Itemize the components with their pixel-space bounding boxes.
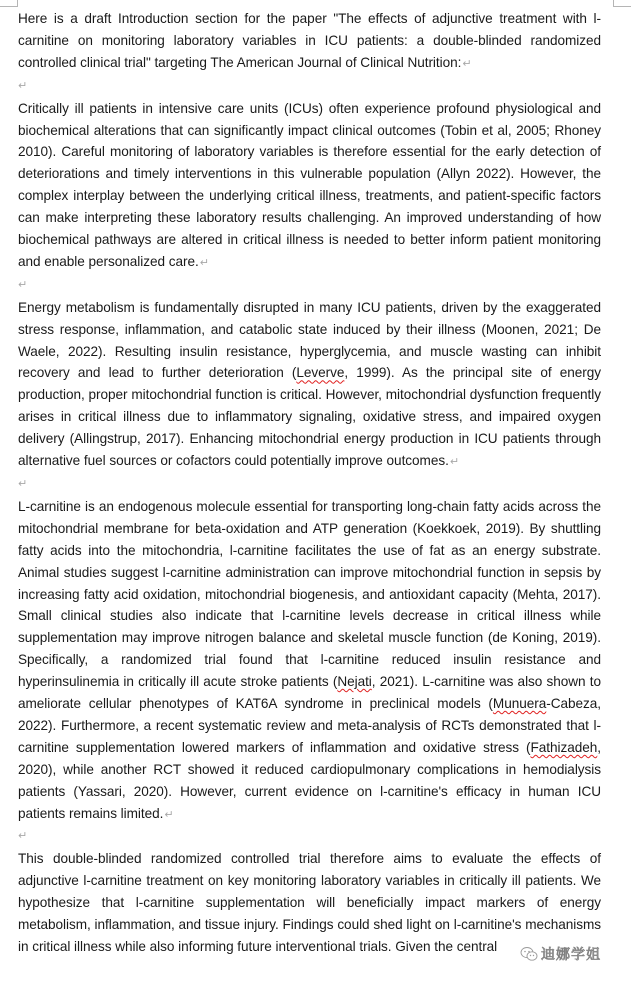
wechat-icon <box>520 946 538 962</box>
paragraph-text: Energy metabolism is fundamentally disrupted in many ICU patients, driven by the exaggerated stress response, inflammation, and catabolic state induced by their illness (Moonen, 2021; De Waele, 2022). Resulting insulin resistance, hyperglycemia, and muscle wasting can inhibit recovery and lead to further deterioration ( <box>18 299 601 381</box>
spellcheck-flagged-word[interactable]: Fathizadeh <box>530 739 598 755</box>
spellcheck-flagged-word[interactable]: Leverve <box>296 365 345 381</box>
paragraph-energy-metabolism[interactable] <box>18 297 601 474</box>
empty-paragraph[interactable] <box>18 275 601 297</box>
paragraph-text: , 1999). As the principal site of energy production, proper mitochondrial function is critical. However, mitochondrial dysfunction frequently arises in critical illness due to inflammatory signaling, oxidative stress, and impaired oxygen delivery (Allingstrup, 2017). Enhancing mitochondrial energy production in ICU patients through alternative fuel sources or cofactors could potentially improve outcomes. <box>18 365 601 469</box>
page-corner-mark-top-right <box>613 0 631 7</box>
paragraph-mark-icon: ↵ <box>18 278 28 291</box>
paragraph-text: This double-blinded randomized controlled trial therefore aims to evaluate the effects of adjunctive l-carnitine treatment on key monitoring laboratory variables in critically ill patients. We hypothesize that l-carnitine supplementation will beneficially impact markers of energy metabolism, inflammation, and tissue injury. Findings could shed light on l-carnitine's mechanisms in critical illness while also informing future interventional trials. Given the central <box>18 851 601 954</box>
paragraph-mark-icon: ↵ <box>18 478 28 490</box>
paragraph-mark-icon: ↵ <box>164 808 174 821</box>
spellcheck-flagged-word[interactable]: Nejati <box>337 674 372 690</box>
empty-paragraph[interactable] <box>18 76 601 98</box>
paragraph-text: -Cabeza, 2022). Furthermore, a recent systematic review and meta-analysis of RCTs demonstrated that l-carnitine supplementation lowered markers of inflammation and oxidative stress ( <box>18 696 601 755</box>
paragraph-intro-note[interactable] <box>18 8 601 76</box>
watermark <box>520 944 601 964</box>
paragraph-text: Critically ill patients in intensive care units (ICUs) often experience profound physiological and biochemical alterations that can significantly impact clinical outcomes (Tobin et al, 2005; Rhoney 2010). Careful monitoring of laboratory variables is therefore essential for the early detection of deteriorations and timely interventions in this vulnerable population (Allyn 2022). However, the complex interplay between the underlying critical illness, treatments, and patient-specific factors can make interpreting these laboratory results challenging. An improved understanding of how biochemical pathways are altered in critical illness is needed to better inform patient monitoring and enable personalized care. <box>18 100 601 269</box>
paragraph-text: L-carnitine is an endogenous molecule essential for transporting long-chain fatty acids across the mitochondrial membrane for beta-oxidation and ATP generation (Koekkoek, 2019). By shuttling fatty acids into the mitochondria, l-carnitine facilitates the use of fat as an energy substrate. Animal studies suggest l-carnitine administration can improve mitochondrial function in sepsis by increasing fatty acid oxidation, mitochondrial biogenesis, and antioxidant capacity (Mehta, 2017). Small clinical studies also indicate that l-carnitine levels decrease in critical illness while supplementation may improve nitrogen balance and skeletal muscle function (de Koning, 2019). Specifically, a randomized trial found that l-carnitine reduced insulin resistance and hyperinsulinemia in critically ill acute stroke patients ( <box>18 498 601 690</box>
paragraph-mark-icon: ↵ <box>199 256 209 269</box>
spellcheck-flagged-word[interactable]: Munuera <box>492 696 547 712</box>
paragraph-text: , 2020), while another RCT showed it reduced cardiopulmonary complications in hemodialysis patients (Yassari, 2020). However, current evidence on l-carnitine's efficacy in human ICU patients remains limited. <box>18 739 601 821</box>
watermark-text: 迪娜学姐 <box>541 947 601 963</box>
empty-paragraph[interactable] <box>18 474 601 496</box>
paragraph-mark-icon: ↵ <box>18 830 28 843</box>
page-corner-mark-top-left <box>0 0 18 7</box>
document-page[interactable] <box>18 8 601 958</box>
paragraph-mark-icon: ↵ <box>449 456 459 469</box>
paragraph-icu-monitoring[interactable] <box>18 98 601 275</box>
paragraph-mark-icon: ↵ <box>462 57 472 70</box>
paragraph-l-carnitine[interactable] <box>18 496 601 827</box>
paragraph-text: Here is a draft Introduction section for the paper "The effects of adjunctive treatment with l-carnitine on monitoring laboratory variables in ICU patients: a double-blinded randomized controlled clinical trial" targeting The American Journal of Clinical Nutrition: <box>18 11 601 70</box>
paragraph-trial-aims[interactable] <box>18 848 601 958</box>
paragraph-text: , 2021). L-carnitine was also shown to ameliorate cellular phenotypes of KAT6A syndrome in preclinical models ( <box>18 674 601 712</box>
empty-paragraph[interactable] <box>18 826 601 848</box>
paragraph-mark-icon: ↵ <box>18 79 28 92</box>
